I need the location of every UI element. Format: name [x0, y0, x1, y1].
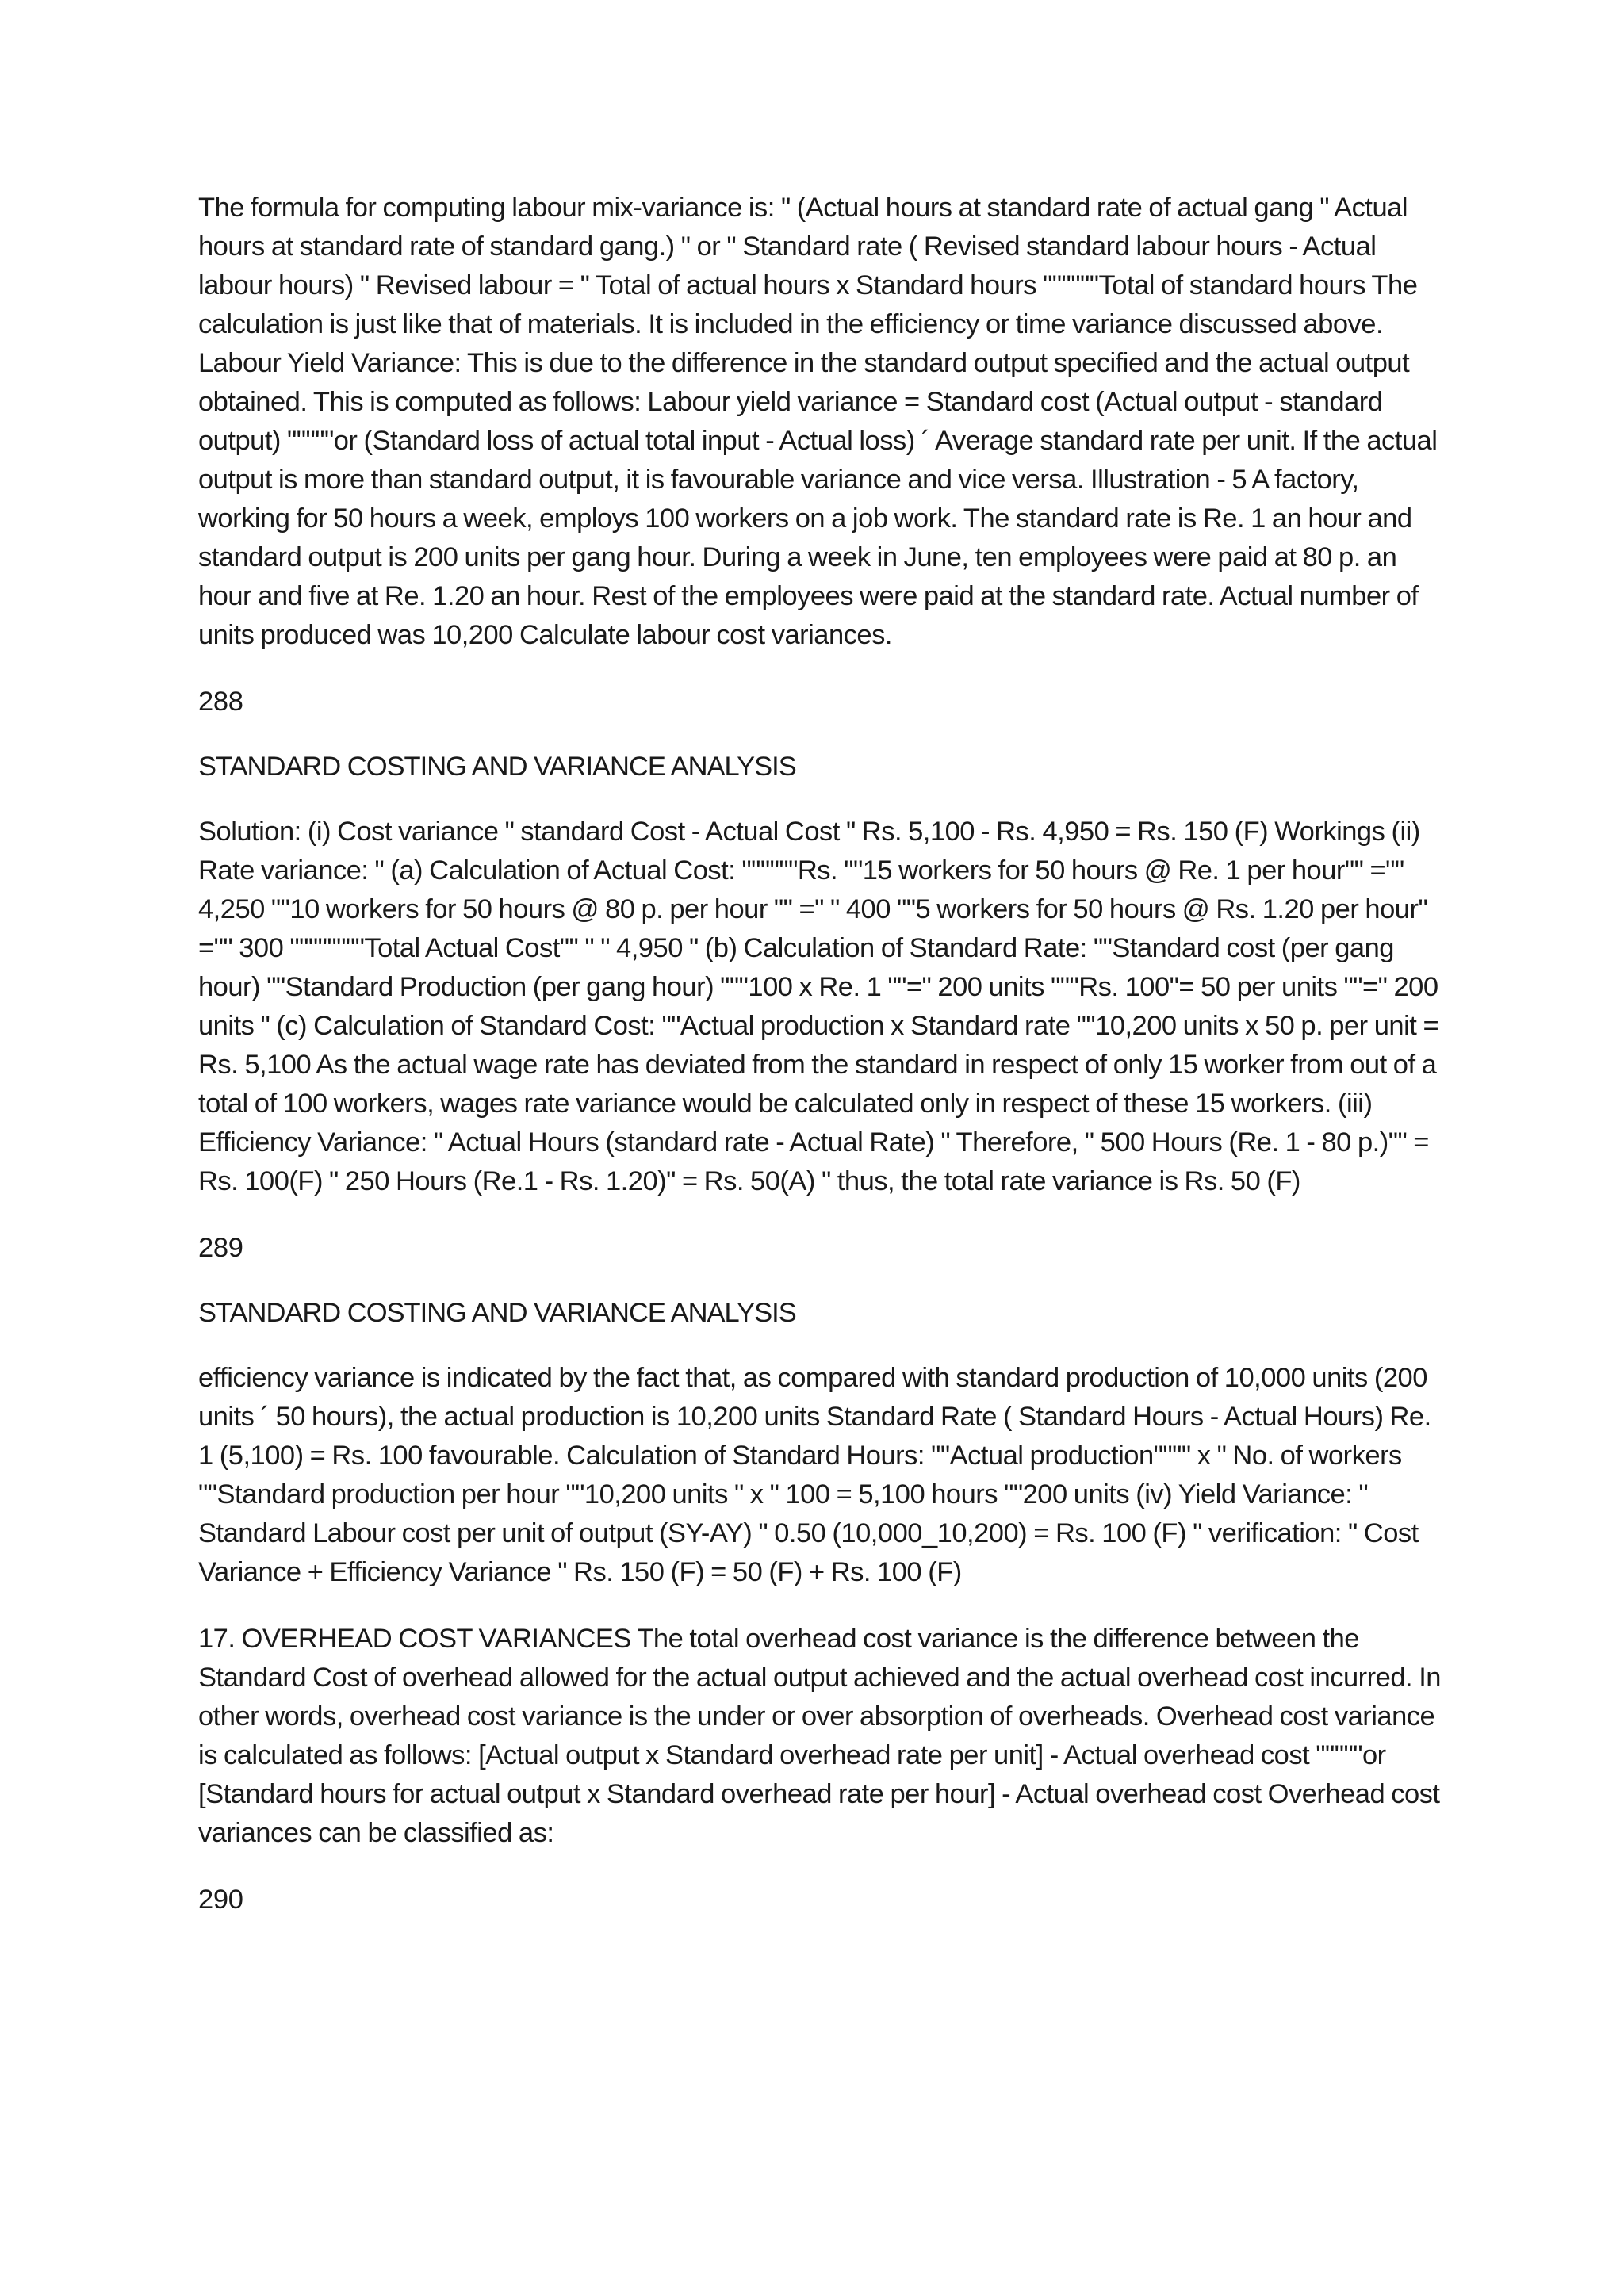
running-head: STANDARD COSTING AND VARIANCE ANALYSIS	[198, 752, 796, 782]
paragraph-efficiency-variance: efficiency variance is indicated by the fact that, as compared with standard production of 10,000 units (200 units ´ 50 hours), the actual production is 10,200 units Standard Rate ( Standard Hours - Actual Hours) Re. 1 (5,100) = Rs. 100 favourable. Calculation of Standard Hours: ""Actual production"""" x " No. of workers ""Standard production per hour ""10,200 units " x " 100 = 5,100 hours ""200 units (iv) Yield Variance: " Standard Labour cost per unit of output (SY-AY) " 0.50 (10,000_10,200) = Rs. 100 (F) " verification: " Cost Variance + Efficiency Variance " Rs. 150 (F) = 50 (F) + Rs. 100 (F)	[198, 1363, 1431, 1587]
running-head: STANDARD COSTING AND VARIANCE ANALYSIS	[198, 1298, 796, 1328]
page-number-289: 289	[198, 1233, 243, 1263]
paragraph-labour-mix-variance: The formula for computing labour mix-variance is: " (Actual hours at standard rate of actual gang " Actual hours at standard rate of standard gang.) " or " Standard rate ( Revised standard labour hours - Actual labour hours) " Revised labour = " Total of actual hours x Standard hours """"""Total of standard hours The calculation is just like that of materials. It is included in the efficiency or time variance discussed above. Labour Yield Variance: This is due to the difference in the standard output specified and the actual output obtained. This is computed as follows: Labour yield variance = Standard cost (Actual output - standard output) """""or (Standard loss of actual total input - Actual loss) ´ Average standard rate per unit. If the actual output is more than standard output, it is favourable variance and vice versa. Illustration - 5 A factory, working for 50 hours a week, employs 100 workers on a job work. The standard rate is Re. 1 an hour and standard output is 200 units per gang hour. During a week in June, ten employees were paid at 80 p. an hour and five at Re. 1.20 an hour. Rest of the employees were paid at the standard rate. Actual number of units produced was 10,200 Calculate labour cost variances.	[198, 193, 1438, 650]
paragraph-overhead-cost-variances: 17. OVERHEAD COST VARIANCES The total overhead cost variance is the difference between the Standard Cost of overhead allowed for the actual output achieved and the actual overhead cost incurred. In other words, overhead cost variance is the under or over absorption of overheads. Overhead cost variance is calculated as follows: [Actual output x Standard overhead rate per unit] - Actual overhead cost """""or [Standard hours for actual output x Standard overhead rate per hour] - Actual overhead cost Overhead cost variances can be classified as:	[198, 1624, 1441, 1848]
page-number-288: 288	[198, 687, 243, 717]
page-content	[198, 189, 1451, 1946]
paragraph-solution: Solution: (i) Cost variance " standard Cost - Actual Cost " Rs. 5,100 - Rs. 4,950 = Rs. 150 (F) Workings (ii) Rate variance: " (a) Calculation of Actual Cost: """"""Rs. ""15 workers for 50 hours @ Re. 1 per hour"" ="" 4,250 ""10 workers for 50 hours @ 80 p. per hour "" =" " 400 ""5 workers for 50 hours @ Rs. 1.20 per hour" ="" 300 """"""""Total Actual Cost"" " " 4,950 " (b) Calculation of Standard Rate: ""Standard cost (per gang hour) ""Standard Production (per gang hour) """100 x Re. 1 ""=" 200 units """Rs. 100"= 50 per units ""=" 200 units " (c) Calculation of Standard Cost: ""Actual production x Standard rate ""10,200 units x 50 p. per unit = Rs. 5,100 As the actual wage rate has deviated from the standard in respect of only 15 worker from out of a total of 100 workers, wages rate variance would be calculated only in respect of these 15 workers. (iii) Efficiency Variance: " Actual Hours (standard rate - Actual Rate) " Therefore, " 500 Hours (Re. 1 - 80 p.)"" = Rs. 100(F) " 250 Hours (Re.1 - Rs. 1.20)" = Rs. 50(A) " thus, the total rate variance is Rs. 50 (F)	[198, 817, 1439, 1196]
page-number-290: 290	[198, 1885, 243, 1915]
